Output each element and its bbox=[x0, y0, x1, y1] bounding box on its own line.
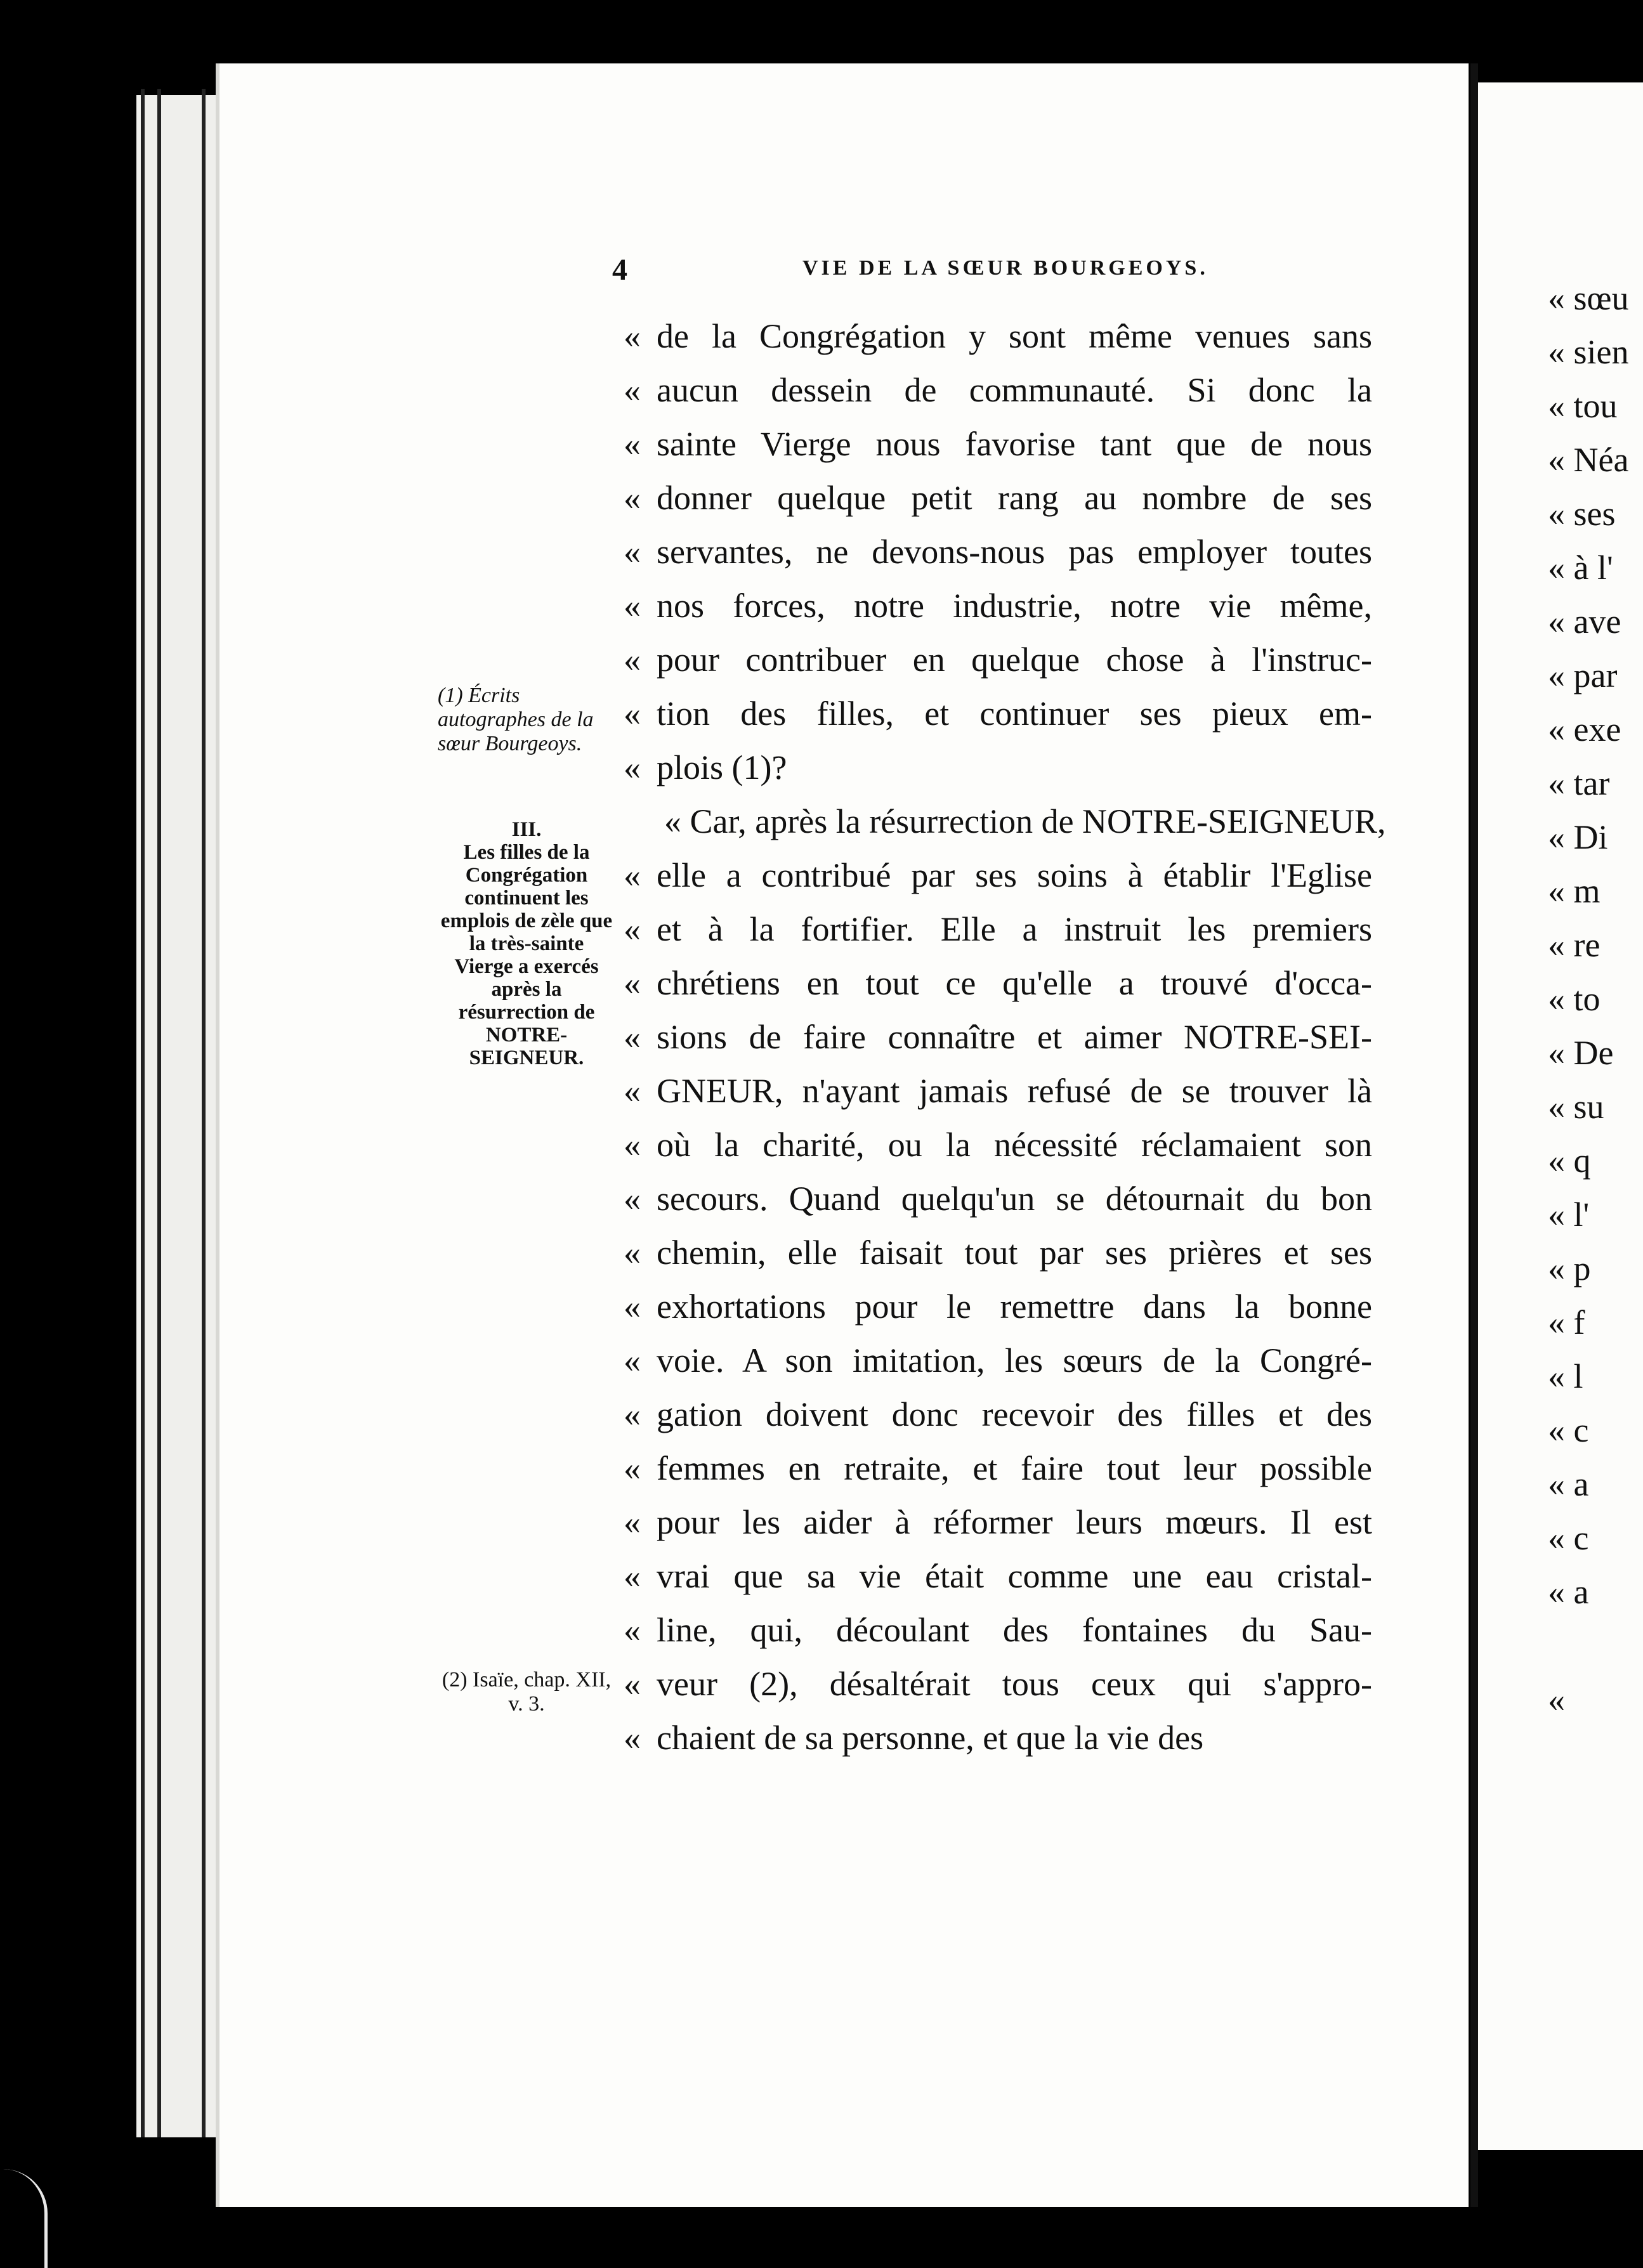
text-line bbox=[625, 1118, 1372, 1172]
right-page-line: « De bbox=[1548, 1034, 1614, 1072]
line-text: pour contribuer en quelque chose à l'instruc- bbox=[657, 641, 1372, 679]
quote-mark: « bbox=[624, 371, 641, 409]
line-text: « Car, après la résurrection de NOTRE-SEIGNEUR, bbox=[664, 802, 1386, 840]
right-page-line: « ave bbox=[1548, 603, 1621, 641]
right-page-line: « bbox=[1548, 1681, 1565, 1719]
right-page-line: « sien bbox=[1548, 333, 1629, 371]
quote-mark: « bbox=[624, 425, 641, 463]
text-line bbox=[625, 633, 1372, 687]
right-page-line: « c bbox=[1548, 1519, 1589, 1557]
quote-mark: « bbox=[624, 910, 641, 948]
quote-mark: « bbox=[624, 317, 641, 355]
quote-mark: « bbox=[624, 964, 641, 1002]
text-line bbox=[625, 1603, 1372, 1657]
side-summary-text: Les filles de la Congrégation continuent les emplois de zèle que la très-sainte Vierge a exercés après la résurrection de NOTRE-SEIGNEUR. bbox=[440, 841, 613, 1069]
text-line bbox=[625, 795, 1386, 849]
text-line bbox=[625, 1010, 1372, 1064]
line-text: voie. A son imitation, les sœurs de la Congré- bbox=[657, 1341, 1372, 1379]
right-page-line: « ses bbox=[1548, 495, 1616, 533]
quote-mark: « bbox=[624, 1449, 641, 1487]
right-page-line: « sœu bbox=[1548, 279, 1629, 317]
right-page-line bbox=[1548, 1619, 1629, 1673]
quote-mark: « bbox=[624, 856, 641, 894]
line-text: secours. Quand quelqu'un se détournait du bon bbox=[657, 1180, 1372, 1218]
quote-mark: « bbox=[624, 1018, 641, 1056]
quote-mark: « bbox=[624, 1234, 641, 1272]
text-line bbox=[625, 903, 1372, 956]
line-text: tion des filles, et continuer ses pieux em- bbox=[657, 694, 1372, 733]
side-summary-iii bbox=[438, 818, 615, 1069]
quote-mark: « bbox=[624, 1287, 641, 1326]
line-text: sions de faire connaître et aimer NOTRE-SEI- bbox=[657, 1018, 1372, 1056]
text-line bbox=[625, 1442, 1372, 1496]
text-line bbox=[625, 741, 1372, 795]
quote-mark: « bbox=[624, 748, 641, 786]
footnote-1: (1) Écrits autographes de la sœur Bourgeoys. bbox=[438, 684, 594, 755]
line-text: GNEUR, n'ayant jamais refusé de se trouver là bbox=[657, 1072, 1372, 1110]
text-line bbox=[625, 310, 1372, 363]
line-text: chrétiens en tout ce qu'elle a trouvé d'occa- bbox=[657, 964, 1372, 1002]
footnote-2: (2) Isaïe, chap. XII, v. 3. bbox=[442, 1668, 612, 1716]
text-line bbox=[625, 956, 1372, 1010]
text-line bbox=[625, 1549, 1372, 1603]
page-gutter bbox=[1470, 63, 1478, 2207]
line-text: où la charité, ou la nécessité réclamaient son bbox=[657, 1126, 1372, 1164]
scan-artifact bbox=[0, 2169, 48, 2268]
line-text: veur (2), désaltérait tous ceux qui s'appro- bbox=[657, 1665, 1372, 1703]
right-page-line: « a bbox=[1548, 1573, 1589, 1611]
line-text: plois (1)? bbox=[657, 748, 787, 786]
text-line bbox=[625, 687, 1372, 741]
line-text: pour les aider à réformer leurs mœurs. Il est bbox=[657, 1503, 1372, 1541]
right-page-fragments bbox=[1548, 271, 1629, 1727]
text-line bbox=[625, 363, 1372, 417]
line-text: gation doivent donc recevoir des filles et des bbox=[657, 1395, 1372, 1433]
quote-mark: « bbox=[624, 587, 641, 625]
quote-mark: « bbox=[624, 641, 641, 679]
text-line bbox=[625, 1334, 1372, 1388]
quote-mark: « bbox=[624, 1395, 641, 1433]
quote-mark: « bbox=[624, 479, 641, 517]
line-text: femmes en retraite, et faire tout leur possible bbox=[657, 1449, 1372, 1487]
right-page-line: « p bbox=[1548, 1249, 1591, 1287]
right-page-line: « tar bbox=[1548, 764, 1610, 802]
right-page-line: « q bbox=[1548, 1142, 1591, 1180]
text-line bbox=[625, 1388, 1372, 1442]
quote-mark: « bbox=[624, 1611, 641, 1649]
quote-mark: « bbox=[624, 1665, 641, 1703]
text-line bbox=[625, 1657, 1372, 1711]
text-line bbox=[625, 1226, 1372, 1280]
line-text: nos forces, notre industrie, notre vie même, bbox=[657, 587, 1372, 625]
line-text: exhortations pour le remettre dans la bonne bbox=[657, 1287, 1372, 1326]
quote-mark: « bbox=[624, 1126, 641, 1164]
quote-mark: « bbox=[624, 1719, 641, 1757]
line-text: servantes, ne devons-nous pas employer toutes bbox=[657, 533, 1372, 571]
right-page-line: « su bbox=[1548, 1088, 1604, 1126]
right-page-line: « l' bbox=[1548, 1196, 1590, 1234]
text-line bbox=[625, 579, 1372, 633]
text-line bbox=[625, 417, 1372, 471]
text-line bbox=[625, 525, 1372, 579]
text-line bbox=[625, 1496, 1372, 1549]
line-text: elle a contribué par ses soins à établir l'Eglise bbox=[657, 856, 1372, 894]
line-text: donner quelque petit rang au nombre de ses bbox=[657, 479, 1372, 517]
quote-mark: « bbox=[624, 694, 641, 733]
right-page-line: « Di bbox=[1548, 818, 1608, 856]
right-page-line: « à l' bbox=[1548, 549, 1613, 587]
text-line bbox=[625, 849, 1372, 903]
right-page-line: « m bbox=[1548, 872, 1600, 910]
right-page-line: « tou bbox=[1548, 387, 1618, 425]
binding-edge-line bbox=[202, 89, 206, 2137]
text-line bbox=[625, 1172, 1372, 1226]
binding-edge-line bbox=[157, 89, 161, 2137]
right-page-line: « f bbox=[1548, 1303, 1585, 1341]
page-number: 4 bbox=[612, 253, 627, 287]
text-line bbox=[625, 471, 1372, 525]
quote-mark: « bbox=[624, 1503, 641, 1541]
line-text: chemin, elle faisait tout par ses prières et ses bbox=[657, 1234, 1372, 1272]
quote-mark: « bbox=[624, 533, 641, 571]
right-page-line: « a bbox=[1548, 1465, 1589, 1503]
quote-mark: « bbox=[624, 1341, 641, 1379]
quote-mark: « bbox=[624, 1180, 641, 1218]
right-page-line: « to bbox=[1548, 980, 1600, 1018]
body-text bbox=[624, 310, 1386, 1765]
line-text: et à la fortifier. Elle a instruit les premiers bbox=[657, 910, 1372, 948]
line-text: line, qui, découlant des fontaines du Sau- bbox=[657, 1611, 1372, 1649]
line-text: vrai que sa vie était comme une eau cristal- bbox=[657, 1557, 1372, 1595]
text-line bbox=[625, 1280, 1372, 1334]
right-page-line: « c bbox=[1548, 1411, 1589, 1449]
page-header bbox=[612, 252, 1383, 287]
line-text: de la Congrégation y sont même venues sans bbox=[657, 317, 1372, 355]
right-page-line: « Néa bbox=[1548, 441, 1629, 479]
line-text: sainte Vierge nous favorise tant que de nous bbox=[657, 425, 1372, 463]
line-text: aucun dessein de communauté. Si donc la bbox=[657, 371, 1372, 409]
running-head: VIE DE LA SŒUR BOURGEOYS. bbox=[802, 256, 1208, 280]
side-summary-numeral: III. bbox=[511, 818, 542, 841]
line-text: chaient de sa personne, et que la vie des bbox=[657, 1719, 1204, 1757]
right-page-line: « par bbox=[1548, 656, 1618, 694]
quote-mark: « bbox=[624, 1557, 641, 1595]
text-line bbox=[625, 1064, 1372, 1118]
right-page-line: « l bbox=[1548, 1357, 1583, 1395]
text-line bbox=[625, 1711, 1372, 1765]
right-page-line: « exe bbox=[1548, 710, 1621, 748]
quote-mark: « bbox=[624, 1072, 641, 1110]
right-page-line: « re bbox=[1548, 926, 1600, 964]
binding-edge-line bbox=[141, 89, 145, 2137]
